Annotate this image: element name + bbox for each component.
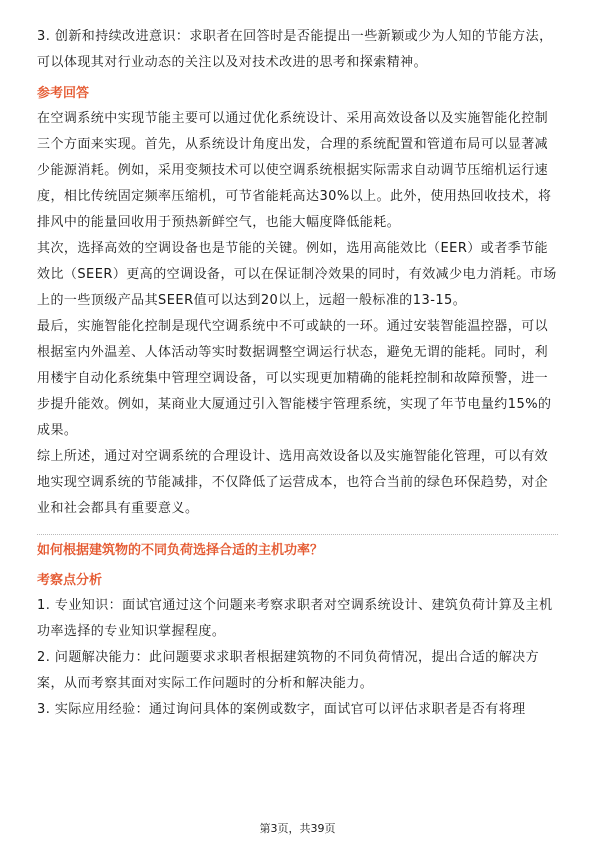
page-content [37, 24, 558, 723]
analysis-point-1: 1. 专业知识：面试官通过这个问题来考察求职者对空调系统设计、建筑负荷计算及主机功率选择的专业知识掌握程度。 [37, 598, 553, 639]
question-title: 如何根据建筑物的不同负荷选择合适的主机功率？ [37, 543, 324, 558]
analysis-heading: 考察点分析 [37, 573, 103, 588]
page-number: 第3页，共39页 [259, 822, 336, 835]
section-divider [37, 534, 558, 535]
analysis-point-3: 3. 实际应用经验：通过询问具体的案例或数字，面试官可以评估求职者是否有将理 [37, 702, 526, 717]
analysis-point-2: 2. 问题解决能力：此问题要求求职者根据建筑物的不同负荷情况，提出合适的解决方案，从而考察其面对实际工作问题时的分析和解决能力。 [37, 650, 540, 691]
answer-paragraph-4: 综上所述，通过对空调系统的合理设计、选用高效设备以及实施智能化管理，可以有效地实现空调系统的节能减排，不仅降低了运营成本，也符合当前的绿色环保趋势，对企业和社会都具有重要意义。 [37, 449, 549, 516]
answer-paragraph-1: 在空调系统中实现节能主要可以通过优化系统设计、采用高效设备以及实施智能化控制三个方面来实现。首先，从系统设计角度出发，合理的系统配置和管道布局可以显著减少能源消耗。例如，采用变频技术可以使空调系统根据实际需求自动调节压缩机运行速度，相比传统固定频率压缩机，可节省能耗高达30%以上。此外，使用热回收技术，将排风中的能量回收用于预热新鲜空气，也能大幅度降低能耗。 [37, 111, 552, 230]
answer-paragraph-2: 其次，选择高效的空调设备也是节能的关键。例如，选用高能效比（EER）或者季节能效比（SEER）更高的空调设备，可以在保证制冷效果的同时，有效减少电力消耗。市场上的一些顶级产品其SEER值可以达到20以上，远超一般标准的13-15。 [37, 241, 557, 308]
answer-paragraph-3: 最后，实施智能化控制是现代空调系统中不可或缺的一环。通过安装智能温控器，可以根据室内外温差、人体活动等实时数据调整空调运行状态，避免无谓的能耗。同时，利用楼宇自动化系统集中管理空调设备，可以实现更加精确的能耗控制和故障预警，进一步提升能效。例如，某商业大厦通过引入智能楼宇管理系统，实现了年节电量约15%的成果。 [37, 319, 552, 438]
reference-answer-heading: 参考回答 [37, 86, 90, 101]
intro-point-3: 3. 创新和持续改进意识：求职者在回答时是否能提出一些新颖或少为人知的节能方法，可以体现其对行业动态的关注以及对技术改进的思考和探索精神。 [37, 29, 553, 70]
